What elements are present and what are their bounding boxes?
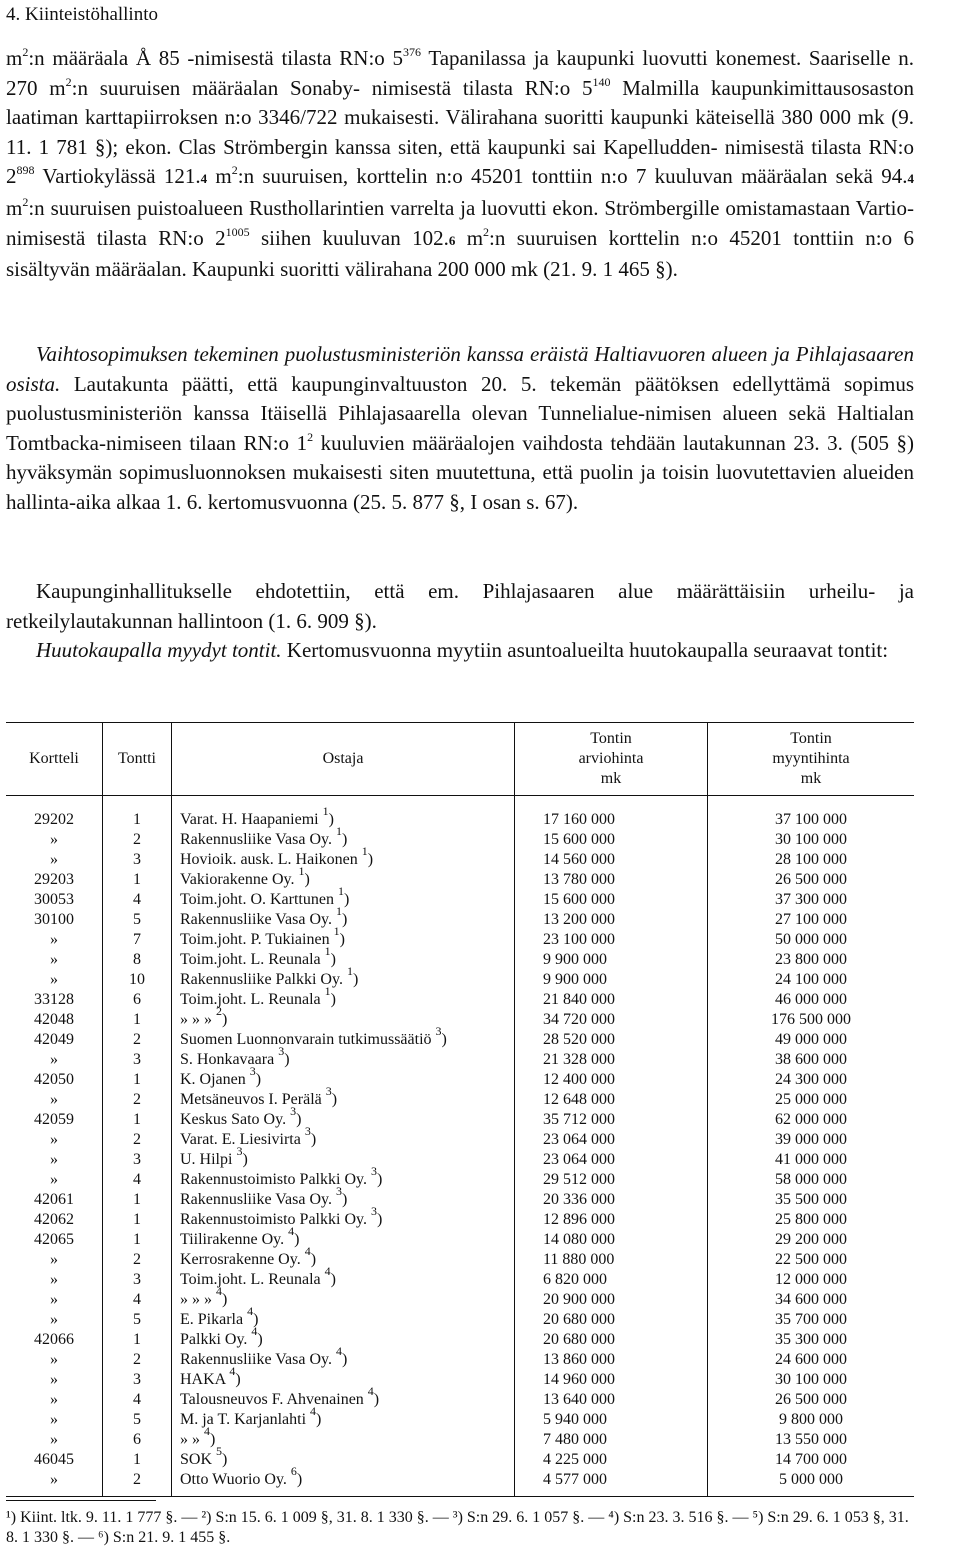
footnote-marker: 3 [249, 1064, 256, 1078]
table-row [6, 950, 914, 970]
cell-tontti: 1 [103, 1330, 172, 1350]
cell-myyntihinta: 5 000 000 [779, 1471, 843, 1488]
footnotes: ¹) Kiint. ltk. 9. 11. 1 777 §. — ²) S:n 15. 6. 1 009 §, 31. 8. 1 330 §. — ³) S:n 29. 6. 1 057 §. — ⁴) S:n 23. 3. 516 §. — ⁵) S:n 29. 6. 1 053 §, 31. 8. 1 330 §. — ⁶) S:n 21. 9. 1 455 §. [6, 1509, 909, 1546]
cell-arviohinta: 9 900 000 [515, 970, 708, 990]
footnote-marker: 4 [335, 1344, 342, 1358]
paragraph-exchange-deals: $m^2:n$ määräala Å 85 -nimisestä tilasta RN:o $5^{376}$ Tapanilassa ja kaupunki luovutti konemest. Saariselle n. 270 $m^2:n$ suuruisen määräalan Sonaby- nimisestä tilasta RN:o $5^{140}$ Malmilla kaupunkimittausosaston laatiman karttapiirroksen n:o 3346/722 mukaisesti. Välirahana suoritti kaupunki käteisellä 380 000 mk (9. 11. 1 781 §); ekon. Clas Strömbergin kanssa siten, että kaupunki sai Kapelludden- nimisestä tilasta RN:o $2^{898}$ Vartiokylässä 121.4 $m^2:n$ suuruisen, korttelin n:o 45201 tonttiin n:o 7 kuuluvan määräalan sekä 94.4 $m^2:n$ suuruisen puistoalueen Rusthollarintien varrelta ja luovutti ekon. Strömbergille omistamastaan Vartio- nimisestä tilasta RN:o $2^{1005}$ siihen kuuluvan 102.6 $m^2:n$ suuruisen korttelin n:o 45201 tonttiin n:o 6 sisältyvän määräalan. Kaupunki suoritti välirahana 200 000 mk (21. 9. 1 465 §). [6, 45, 915, 282]
footnote-marker: 1 [324, 984, 331, 998]
cell-kortteli: 42059 [6, 1110, 103, 1130]
cell-myyntihinta: 27 100 000 [775, 911, 847, 928]
footnote-marker: 1 [333, 924, 340, 938]
cell-arviohinta: 13 200 000 [515, 910, 708, 930]
cell-arviohinta: 34 720 000 [515, 1010, 708, 1030]
cell-arviohinta: 21 840 000 [515, 990, 708, 1010]
cell-tontti: 5 [103, 1310, 172, 1330]
cell-tontti: 2 [103, 1030, 172, 1050]
cell-arviohinta: 20 900 000 [515, 1290, 708, 1310]
cell-myyntihinta: 24 100 000 [775, 971, 847, 988]
header-kortteli: Kortteli [6, 723, 103, 796]
cell-ostaja: Varat. H. Haapaniemi $^1$) [172, 810, 515, 830]
cell-arviohinta: 23 064 000 [515, 1130, 708, 1150]
cell-tontti: 3 [103, 850, 172, 870]
cell-ostaja: Toim.joht. P. Tukiainen $^1$) [172, 930, 515, 950]
cell-ostaja: Rakennusliike Vasa Oy. $^1$) [172, 910, 515, 930]
footnote-marker: 1 [335, 904, 342, 918]
header-ostaja: Ostaja [172, 723, 515, 796]
table-row [6, 990, 914, 1010]
footnote-marker: 4 [310, 1404, 317, 1418]
cell-ostaja: Tiilirakenne Oy. $^4$) [172, 1230, 515, 1250]
cell-ostaja: SOK $^5$) [172, 1450, 515, 1470]
section-heading-defence: Vaihtosopimuksen tekeminen puolustusministeriön kanssa eräistä Haltiavuoren alueen ja Pihlajasaaren osista. [6, 342, 914, 396]
table-row [6, 1330, 914, 1350]
footnote-marker: 3 [370, 1204, 377, 1218]
header-tontti: Tontti [103, 723, 172, 796]
cell-kortteli: 42049 [6, 1030, 103, 1050]
cell-myyntihinta: 25 800 000 [775, 1211, 847, 1228]
cell-ostaja: Rakennusliike Palkki Oy. $^1$) [172, 970, 515, 990]
table-body [6, 796, 914, 1497]
cell-arviohinta: 14 960 000 [515, 1370, 708, 1390]
cell-kortteli: 42066 [6, 1330, 103, 1350]
cell-myyntihinta: 39 000 000 [775, 1131, 847, 1148]
footnote-marker: 1 [322, 804, 329, 818]
cell-tontti: 3 [103, 1370, 172, 1390]
table-row [6, 970, 914, 990]
table-header-row [6, 723, 914, 796]
cell-tontti: 2 [103, 1130, 172, 1150]
cell-arviohinta: 23 100 000 [515, 930, 708, 950]
cell-kortteli: 29202 [6, 810, 103, 830]
footnote-marker: 1 [337, 884, 344, 898]
cell-arviohinta: 15 600 000 [515, 830, 708, 850]
footnote-marker: 1 [335, 824, 342, 838]
cell-myyntihinta: 25 000 000 [775, 1091, 847, 1108]
cell-ostaja: HAKA $^4$) [172, 1370, 515, 1390]
cell-arviohinta: 13 860 000 [515, 1350, 708, 1370]
cell-tontti: 1 [103, 1070, 172, 1090]
cell-kortteli: » [6, 1370, 103, 1390]
footnote-divider [6, 1500, 156, 1501]
footnote-marker: 2 [216, 1004, 222, 1018]
cell-myyntihinta: 37 100 000 [775, 811, 847, 828]
cell-tontti: 1 [103, 1190, 172, 1210]
table-row [6, 1030, 914, 1050]
cell-kortteli: » [6, 1470, 103, 1497]
paragraph-auction: Huutokaupalla myydyt tontit. Kertomusvuonna myytiin asuntoalueilta huutokaupalla seuraavat tontit: [36, 638, 889, 662]
cell-arviohinta: 12 896 000 [515, 1210, 708, 1230]
cell-kortteli: 46045 [6, 1450, 103, 1470]
cell-myyntihinta: 24 600 000 [775, 1351, 847, 1368]
cell-ostaja: Toim.joht. L. Reunala $^4$) [172, 1270, 515, 1290]
cell-arviohinta: 23 064 000 [515, 1150, 708, 1170]
table-row [6, 1230, 914, 1250]
cell-kortteli: » [6, 1050, 103, 1070]
cell-myyntihinta: 28 100 000 [775, 851, 847, 868]
cell-myyntihinta: 14 700 000 [775, 1451, 847, 1468]
cell-tontti: 1 [103, 870, 172, 890]
section-heading-auction: Huutokaupalla myydyt tontit. [36, 638, 282, 662]
cell-ostaja: Talousneuvos F. Ahvenainen $^4$) [172, 1390, 515, 1410]
cell-myyntihinta: 34 600 000 [775, 1291, 847, 1308]
table-row [6, 1310, 914, 1330]
cell-kortteli: 42050 [6, 1070, 103, 1090]
table-row [6, 1250, 914, 1270]
paragraph-defence-ministry: Vaihtosopimuksen tekeminen puolustusministeriön kanssa eräistä Haltiavuoren alueen ja Pihlajasaaren osista. Lautakunta päätti, että kaupunginvaltuuston 20. 5. tekemän päätöksen edellyttämä sopimus puolustusministeriön kanssa Itäisellä Pihlajasaarella olevan Tunnelialue-nimisen alueen sekä Haltialan Tomtbacka-nimiseen tilaan RN:o $1^2$ kuuluvien määräalojen vaihdosta tehdään lautakunnan 23. 3. (505 §) hyväksymän sopimusluonnoksen mukaisesti siten muutettuna, että puolin ja toisin luovutettavien alueiden hallinta-aika alkaa 1. 6. kertomusvuonna (25. 5. 877 §, I osan s. 67). [6, 342, 914, 514]
cell-ostaja: Kerrosrakenne Oy. $^4$) [172, 1250, 515, 1270]
cell-arviohinta: 11 880 000 [515, 1250, 708, 1270]
cell-myyntihinta: 62 000 000 [775, 1111, 847, 1128]
cell-arviohinta: 13 780 000 [515, 870, 708, 890]
cell-kortteli: » [6, 950, 103, 970]
cell-tontti: 5 [103, 910, 172, 930]
cell-tontti: 4 [103, 1290, 172, 1310]
cell-ostaja: Hovioik. ausk. L. Haikonen $^1$) [172, 850, 515, 870]
cell-kortteli: » [6, 1390, 103, 1410]
cell-kortteli: » [6, 850, 103, 870]
table-row [6, 890, 914, 910]
cell-tontti: 1 [103, 1210, 172, 1230]
cell-myyntihinta: 13 550 000 [775, 1431, 847, 1448]
cell-myyntihinta: 49 000 000 [775, 1031, 847, 1048]
cell-myyntihinta: 37 300 000 [775, 891, 847, 908]
cell-ostaja: Rakennusliike Vasa Oy. $^1$) [172, 830, 515, 850]
cell-ostaja: Rakennustoimisto Palkki Oy. $^3$) [172, 1210, 515, 1230]
cell-tontti: 8 [103, 950, 172, 970]
cell-ostaja: K. Ojanen $^3$) [172, 1070, 515, 1090]
table-row [6, 1090, 914, 1110]
cell-tontti: 4 [103, 890, 172, 910]
table-row [6, 910, 914, 930]
cell-tontti: 3 [103, 1150, 172, 1170]
cell-tontti: 2 [103, 1090, 172, 1110]
cell-myyntihinta: 58 000 000 [775, 1171, 847, 1188]
cell-ostaja: Vakiorakenne Oy. $^1$) [172, 870, 515, 890]
cell-ostaja: U. Hilpi $^3$) [172, 1150, 515, 1170]
cell-kortteli: 42062 [6, 1210, 103, 1230]
table-row [6, 1170, 914, 1190]
cell-myyntihinta: 23 800 000 [775, 951, 847, 968]
cell-arviohinta: 15 600 000 [515, 890, 708, 910]
cell-myyntihinta: 50 000 000 [775, 931, 847, 948]
cell-ostaja: Otto Wuorio Oy. $^6$) [172, 1470, 515, 1497]
cell-ostaja: Rakennusliike Vasa Oy. $^4$) [172, 1350, 515, 1370]
cell-tontti: 2 [103, 1470, 172, 1497]
cell-tontti: 2 [103, 830, 172, 850]
cell-kortteli: » [6, 930, 103, 950]
footnote-marker: 4 [288, 1224, 295, 1238]
cell-tontti: 7 [103, 930, 172, 950]
cell-kortteli: » [6, 1090, 103, 1110]
cell-kortteli: 42061 [6, 1190, 103, 1210]
cell-arviohinta: 20 680 000 [515, 1330, 708, 1350]
cell-tontti: 2 [103, 1350, 172, 1370]
table-row [6, 1010, 914, 1030]
cell-kortteli: 30053 [6, 890, 103, 910]
table-row [6, 930, 914, 950]
cell-ostaja: Metsäneuvos I. Perälä $^3$) [172, 1090, 515, 1110]
cell-tontti: 5 [103, 1410, 172, 1430]
cell-kortteli: » [6, 1410, 103, 1430]
cell-kortteli: 33128 [6, 990, 103, 1010]
cell-tontti: 1 [103, 810, 172, 830]
cell-myyntihinta: 35 500 000 [775, 1191, 847, 1208]
cell-myyntihinta: 35 700 000 [775, 1311, 847, 1328]
cell-arviohinta: 4 225 000 [515, 1450, 708, 1470]
table-row [6, 1410, 914, 1430]
cell-ostaja: Suomen Luonnonvarain tutkimussäätiö $^3$) [172, 1030, 515, 1050]
cell-arviohinta: 21 328 000 [515, 1050, 708, 1070]
cell-ostaja: Toim.joht. O. Karttunen $^1$) [172, 890, 515, 910]
cell-kortteli: » [6, 1250, 103, 1270]
footnote-marker: 3 [236, 1144, 243, 1158]
footnote-marker: 4 [216, 1284, 222, 1298]
footnote-marker: 4 [324, 1264, 331, 1278]
cell-kortteli: » [6, 970, 103, 990]
cell-arviohinta: 14 080 000 [515, 1230, 708, 1250]
table-row [6, 1110, 914, 1130]
cell-arviohinta: 35 712 000 [515, 1110, 708, 1130]
footnote-marker: 1 [361, 844, 368, 858]
cell-arviohinta: 20 680 000 [515, 1310, 708, 1330]
cell-tontti: 3 [103, 1270, 172, 1290]
footnote-marker: 3 [325, 1084, 332, 1098]
table-row [6, 1210, 914, 1230]
cell-kortteli: » [6, 1350, 103, 1370]
header-myyntihinta: Tontin myyntihinta mk [708, 723, 915, 796]
cell-kortteli: 42065 [6, 1230, 103, 1250]
cell-ostaja: Keskus Sato Oy. $^3$) [172, 1110, 515, 1130]
cell-tontti: 1 [103, 1110, 172, 1130]
cell-arviohinta: 7 480 000 [515, 1430, 708, 1450]
cell-tontti: 3 [103, 1050, 172, 1070]
page-header: 4. Kiinteistöhallinto [6, 4, 158, 25]
cell-arviohinta: 14 560 000 [515, 850, 708, 870]
cell-ostaja: » » » $^2$) [172, 1010, 515, 1030]
cell-arviohinta: 12 648 000 [515, 1090, 708, 1110]
table-row [6, 850, 914, 870]
cell-myyntihinta: 12 000 000 [775, 1271, 847, 1288]
cell-myyntihinta: 35 300 000 [775, 1331, 847, 1348]
footnote-marker: 3 [335, 1184, 342, 1198]
table-row [6, 1290, 914, 1310]
footnote-marker: 6 [290, 1464, 297, 1478]
cell-myyntihinta: 30 100 000 [775, 831, 847, 848]
cell-arviohinta: 4 577 000 [515, 1470, 708, 1497]
footnote-marker: 3 [370, 1164, 377, 1178]
paragraph-pihlajasaari: Kaupunginhallitukselle ehdotettiin, että em. Pihlajasaaren alue määrättäisiin urheilu- ja retkeilylautakunnan hallintoon (1. 6. 909 §). [6, 579, 914, 633]
cell-tontti: 4 [103, 1170, 172, 1190]
cell-ostaja: Rakennusliike Vasa Oy. $^3$) [172, 1190, 515, 1210]
table-row [6, 1450, 914, 1470]
cell-ostaja: Toim.joht. L. Reunala $^1$) [172, 950, 515, 970]
cell-myyntihinta: 9 800 000 [779, 1411, 843, 1428]
cell-ostaja: Varat. E. Liesivirta $^3$) [172, 1130, 515, 1150]
cell-kortteli: » [6, 1150, 103, 1170]
table-row [6, 1270, 914, 1290]
cell-tontti: 10 [103, 970, 172, 990]
footnote-marker: 5 [216, 1444, 223, 1458]
cell-kortteli: » [6, 1310, 103, 1330]
footnote-marker: 4 [204, 1424, 210, 1438]
cell-tontti: 1 [103, 1010, 172, 1030]
cell-kortteli: » [6, 1270, 103, 1290]
footnote-marker: 1 [324, 944, 331, 958]
header-arviohinta: Tontin arviohinta mk [515, 723, 708, 796]
cell-myyntihinta: 38 600 000 [775, 1051, 847, 1068]
cell-arviohinta: 12 400 000 [515, 1070, 708, 1090]
cell-myyntihinta: 24 300 000 [775, 1071, 847, 1088]
cell-arviohinta: 29 512 000 [515, 1170, 708, 1190]
cell-kortteli: » [6, 830, 103, 850]
table-row [6, 1070, 914, 1090]
table-row [6, 870, 914, 890]
cell-arviohinta: 20 336 000 [515, 1190, 708, 1210]
table-row [6, 830, 914, 850]
auction-table [6, 722, 914, 1497]
cell-arviohinta: 6 820 000 [515, 1270, 708, 1290]
table-row [6, 1470, 914, 1497]
table-row [6, 1050, 914, 1070]
cell-ostaja: » » » $^4$) [172, 1290, 515, 1310]
footnote-marker: 4 [229, 1364, 236, 1378]
cell-myyntihinta: 30 100 000 [775, 1371, 847, 1388]
table-row [6, 1190, 914, 1210]
cell-ostaja: » » $^4$) [172, 1430, 515, 1450]
cell-kortteli: » [6, 1430, 103, 1450]
cell-arviohinta: 17 160 000 [515, 810, 708, 830]
cell-ostaja: M. ja T. Karjanlahti $^4$) [172, 1410, 515, 1430]
cell-myyntihinta: 41 000 000 [775, 1151, 847, 1168]
cell-arviohinta: 9 900 000 [515, 950, 708, 970]
cell-ostaja: Toim.joht. L. Reunala $^1$) [172, 990, 515, 1010]
table-row [6, 1150, 914, 1170]
cell-arviohinta: 13 640 000 [515, 1390, 708, 1410]
cell-myyntihinta: 22 500 000 [775, 1251, 847, 1268]
cell-myyntihinta: 46 000 000 [775, 991, 847, 1008]
cell-kortteli: » [6, 1130, 103, 1150]
table-row [6, 1370, 914, 1390]
cell-myyntihinta: 26 500 000 [775, 1391, 847, 1408]
cell-kortteli: 30100 [6, 910, 103, 930]
cell-tontti: 2 [103, 1250, 172, 1270]
table-row [6, 810, 914, 830]
cell-myyntihinta: 26 500 000 [775, 871, 847, 888]
cell-tontti: 1 [103, 1450, 172, 1470]
footnote-marker: 1 [298, 864, 305, 878]
cell-myyntihinta: 176 500 000 [771, 1011, 851, 1028]
footnote-marker: 3 [278, 1044, 285, 1058]
footnote-marker: 4 [247, 1304, 254, 1318]
cell-ostaja: E. Pikarla $^4$) [172, 1310, 515, 1330]
cell-tontti: 6 [103, 1430, 172, 1450]
cell-ostaja: S. Honkavaara $^3$) [172, 1050, 515, 1070]
footnote-marker: 4 [304, 1244, 311, 1258]
table-row [6, 1390, 914, 1410]
footnote-marker: 1 [346, 964, 353, 978]
cell-kortteli: » [6, 1170, 103, 1190]
cell-myyntihinta: 29 200 000 [775, 1231, 847, 1248]
cell-tontti: 4 [103, 1390, 172, 1410]
cell-arviohinta: 5 940 000 [515, 1410, 708, 1430]
footnote-marker: 3 [290, 1104, 297, 1118]
cell-tontti: 6 [103, 990, 172, 1010]
footnote-marker: 3 [304, 1124, 311, 1138]
footnote-marker: 4 [251, 1324, 258, 1338]
cell-kortteli: 42048 [6, 1010, 103, 1030]
footnote-marker: 4 [367, 1384, 374, 1398]
cell-tontti: 1 [103, 1230, 172, 1250]
table-row [6, 1130, 914, 1150]
table-row [6, 1350, 914, 1370]
cell-ostaja: Rakennustoimisto Palkki Oy. $^3$) [172, 1170, 515, 1190]
footnote-marker: 3 [435, 1024, 442, 1038]
cell-kortteli: » [6, 1290, 103, 1310]
cell-arviohinta: 28 520 000 [515, 1030, 708, 1050]
cell-ostaja: Palkki Oy. $^4$) [172, 1330, 515, 1350]
table-row [6, 1430, 914, 1450]
cell-kortteli: 29203 [6, 870, 103, 890]
